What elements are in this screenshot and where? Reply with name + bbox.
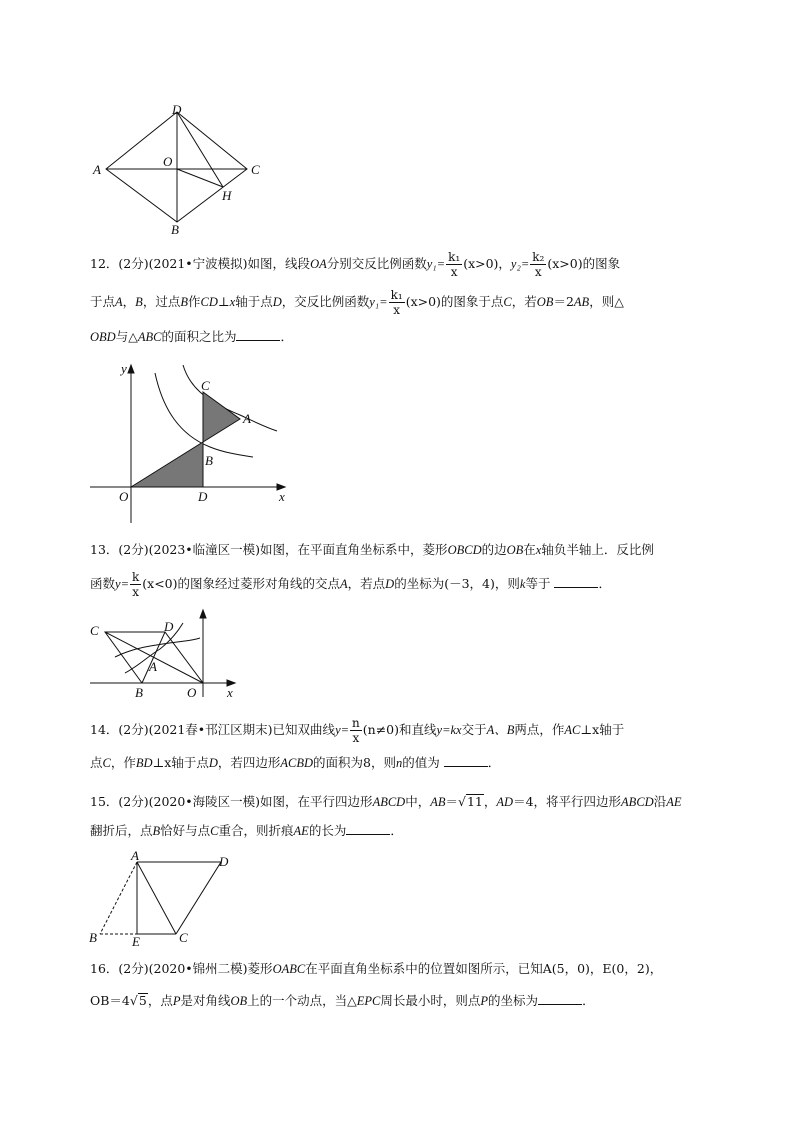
question-16 xyxy=(90,954,730,1018)
answer-blank-16[interactable] xyxy=(538,992,582,1005)
q12-line-2: 于点A，B，过点B作CD⊥x轴于点D，交反比例函数y₁= $\frac{\text{k₁}}{x}$ (x>0)的图象于点C，若OB＝2AB，则△ xyxy=(90,288,624,317)
figure-15-parallelogram xyxy=(85,850,245,950)
fraction-k2-x: $\frac{\text{k₂}}{x}$ xyxy=(532,250,545,279)
q12-line-1: 12．(2分)(2021•宁波模拟)如图，线段OA分别交反比例函数y₁= $\frac{\text{k₁}}{x}$ (x>0)，y₂= $\frac{\text{k₂}}{x}$ (x>0)的图象 xyxy=(90,250,621,279)
sqrt-5: √5 xyxy=(129,993,147,1008)
label-C: C xyxy=(90,623,99,638)
label-x: x xyxy=(227,685,233,700)
fraction-k1-x-2: $\frac{\text{k₁}}{x}$ xyxy=(390,288,403,317)
fraction-k1-x: $\frac{\text{k₁}}{x}$ xyxy=(448,250,461,279)
q13-line-1: 13．(2分)(2023•临潼区一模)如图，在平面直角坐标系中，菱形OBCD的边OB在x轴负半轴上．反比例 xyxy=(90,542,654,557)
q15-line-2: 翻折后，点B恰好与点C重合，则折痕AE的长为 ． xyxy=(90,823,403,838)
q16-line-2: OB＝4√5，点P是对角线OB上的一个动点，当△EPC周长最小时，则点P的坐标为 ． xyxy=(90,993,595,1008)
answer-blank-13[interactable] xyxy=(554,575,598,588)
label-H: H xyxy=(222,188,232,203)
question-13 xyxy=(90,535,730,603)
label-C: C xyxy=(179,930,188,945)
figure-12-hyperbola xyxy=(85,355,295,530)
label-D: D xyxy=(198,489,208,504)
label-E: E xyxy=(132,934,140,949)
label-C: C xyxy=(201,378,210,393)
label-O: O xyxy=(187,685,197,700)
label-x: x xyxy=(279,489,285,504)
answer-blank-15[interactable] xyxy=(346,822,390,835)
label-A: A xyxy=(131,850,139,863)
label-A: A xyxy=(243,411,251,426)
q12-line-3: OBD与△ABC的面积之比为 ． xyxy=(90,329,293,344)
label-B: B xyxy=(205,453,213,468)
question-15 xyxy=(90,788,730,846)
label-B: B xyxy=(135,685,143,700)
sqrt-11: √11 xyxy=(458,794,483,809)
fraction-k-x: $\frac{k}{x}$ xyxy=(132,570,140,599)
label-O: O xyxy=(119,489,129,504)
label-A: A xyxy=(149,659,157,674)
q14-line-1: 14．(2分)(2021春•邗江区期末)已知双曲线y= $\frac{n}{x}$ (n≠0)和直线y=kx交于A、B两点，作AC⊥x轴于 xyxy=(90,716,625,745)
q15-line-1: 15．(2分)(2020•海陵区一模)如图，在平行四边形ABCD中，AB＝√11，AD＝4，将平行四边形ABCD沿AE xyxy=(90,794,682,809)
question-14 xyxy=(90,712,730,778)
label-A: A xyxy=(93,162,101,177)
label-y: y xyxy=(121,361,127,376)
label-D: D xyxy=(164,619,174,634)
label-O: O xyxy=(163,154,173,169)
answer-blank-14[interactable] xyxy=(444,754,488,767)
label-D: D xyxy=(219,854,229,869)
q13-line-2: 函数y= $\frac{k}{x}$ (x<0)的图象经过菱形对角线的交点A，若点D的坐标为(－3，4)，则k等于 ． xyxy=(90,570,611,599)
figure-11-rhombus xyxy=(85,100,275,240)
q14-line-2: 点C，作BD⊥x轴于点D，若四边形ACBD的面积为8，则n的值为 ． xyxy=(90,755,501,770)
figure-13-rhombus xyxy=(85,605,245,700)
q16-line-1: 16．(2分)(2020•锦州二模)菱形OABC在平面直角坐标系中的位置如图所示，已知A(5，0)，E(0，2)， xyxy=(90,961,663,976)
answer-blank-12[interactable] xyxy=(236,328,280,341)
label-B: B xyxy=(171,222,179,237)
label-D: D xyxy=(172,102,182,117)
fraction-n-x: $\frac{n}{x}$ xyxy=(352,716,360,745)
label-B: B xyxy=(89,930,97,945)
question-12 xyxy=(90,246,730,352)
label-C: C xyxy=(251,162,260,177)
